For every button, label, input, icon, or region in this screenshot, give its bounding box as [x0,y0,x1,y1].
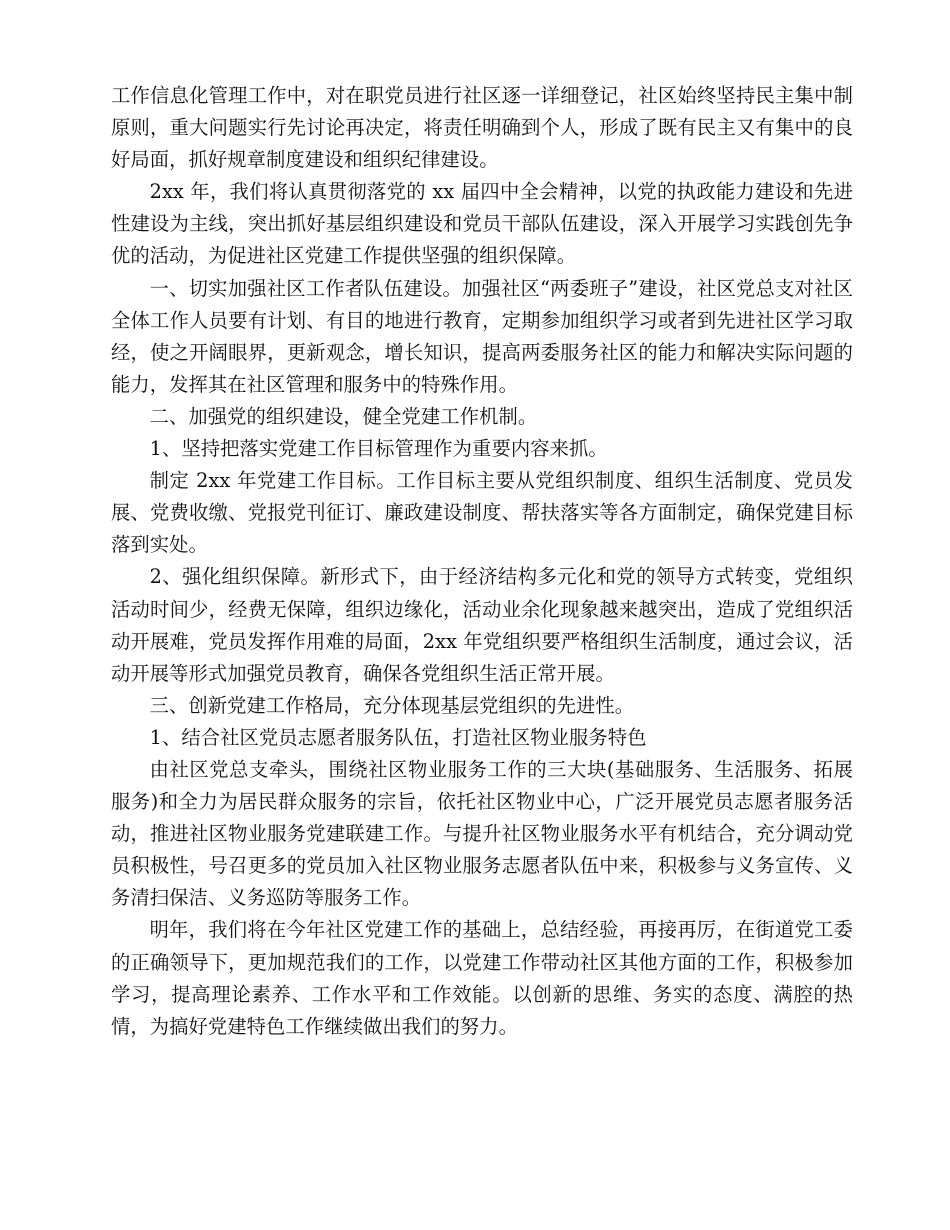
paragraph-item-2: 2、强化组织保障。新形式下，由于经济结构多元化和党的领导方式转变，党组织活动时间少，经费无保障，组织边缘化，活动业余化现象越来越突出，造成了党组织活动开展难，党员发挥作用难的局面，2xx 年党组织要严格组织生活制度，通过会议，活动开展等形式加强党员教育，确保各党组织生活正常开展。 [111,565,853,685]
paragraph-continued: 工作信息化管理工作中，对在职党员进行社区逐一详细登记，社区始终坚持民主集中制原则，重大问题实行先讨论再决定，将责任明确到个人，形成了既有民主又有集中的良好局面，抓好规章制度建设和组织纪律建设。 [111,84,853,172]
paragraph-section-one: 一、切实加强社区工作者队伍建设。加强社区“两委班子”建设，社区党总支对社区全体工作人员要有计划、有目的地进行教育，定期参加组织学习或者到先进社区学习取经，使之开阔眼界，更新观念，增长知识，提高两委服务社区的能力和解决实际问题的能力，发挥其在社区管理和服务中的特殊作用。 [111,276,853,396]
paragraph-property-service: 由社区党总支牵头，围绕社区物业服务工作的三大块(基础服务、生活服务、拓展服务)和全力为居民群众服务的宗旨，依托社区物业中心，广泛开展党员志愿者服务活动，推进社区物业服务党建联建工作。与提升社区物业服务水平有机结合，充分调动党员积极性，号召更多的党员加入社区物业服务志愿者队伍中来，积极参与义务宣传、义务清扫保洁、义务巡防等服务工作。 [111,757,853,910]
subheading-volunteer: 1、结合社区党员志愿者服务队伍，打造社区物业服务特色 [149,725,647,749]
paragraph-annual-plan: 2xx 年，我们将认真贯彻落党的 xx 届四中全会精神，以党的执政能力建设和先进性建设为主线，突出抓好基层组织建设和党员干部队伍建设，深入开展学习实践创先争优的活动，为促进社区党建工作提供坚强的组织保障。 [111,180,853,268]
subheading-item-1: 1、坚持把落实党建工作目标管理作为重要内容来抓。 [149,437,608,461]
heading-section-two: 二、加强党的组织建设，健全党建工作机制。 [149,404,538,428]
document-page [111,80,853,1043]
paragraph-targets: 制定 2xx 年党建工作目标。工作目标主要从党组织制度、组织生活制度、党员发展、党费收缴、党报党刊征订、廉政建设制度、帮扶落实等各方面制定，确保党建目标落到实处。 [111,469,853,557]
heading-section-three: 三、创新党建工作格局，充分体现基层党组织的先进性。 [149,693,635,717]
paragraph-next-year: 明年，我们将在今年社区党建工作的基础上，总结经验，再接再厉，在街道党工委的正确领导下，更加规范我们的工作，以党建工作带动社区其他方面的工作，积极参加学习，提高理论素养、工作水平和工作效能。以创新的思维、务实的态度、满腔的热情，为搞好党建特色工作继续做出我们的努力。 [111,918,853,1038]
